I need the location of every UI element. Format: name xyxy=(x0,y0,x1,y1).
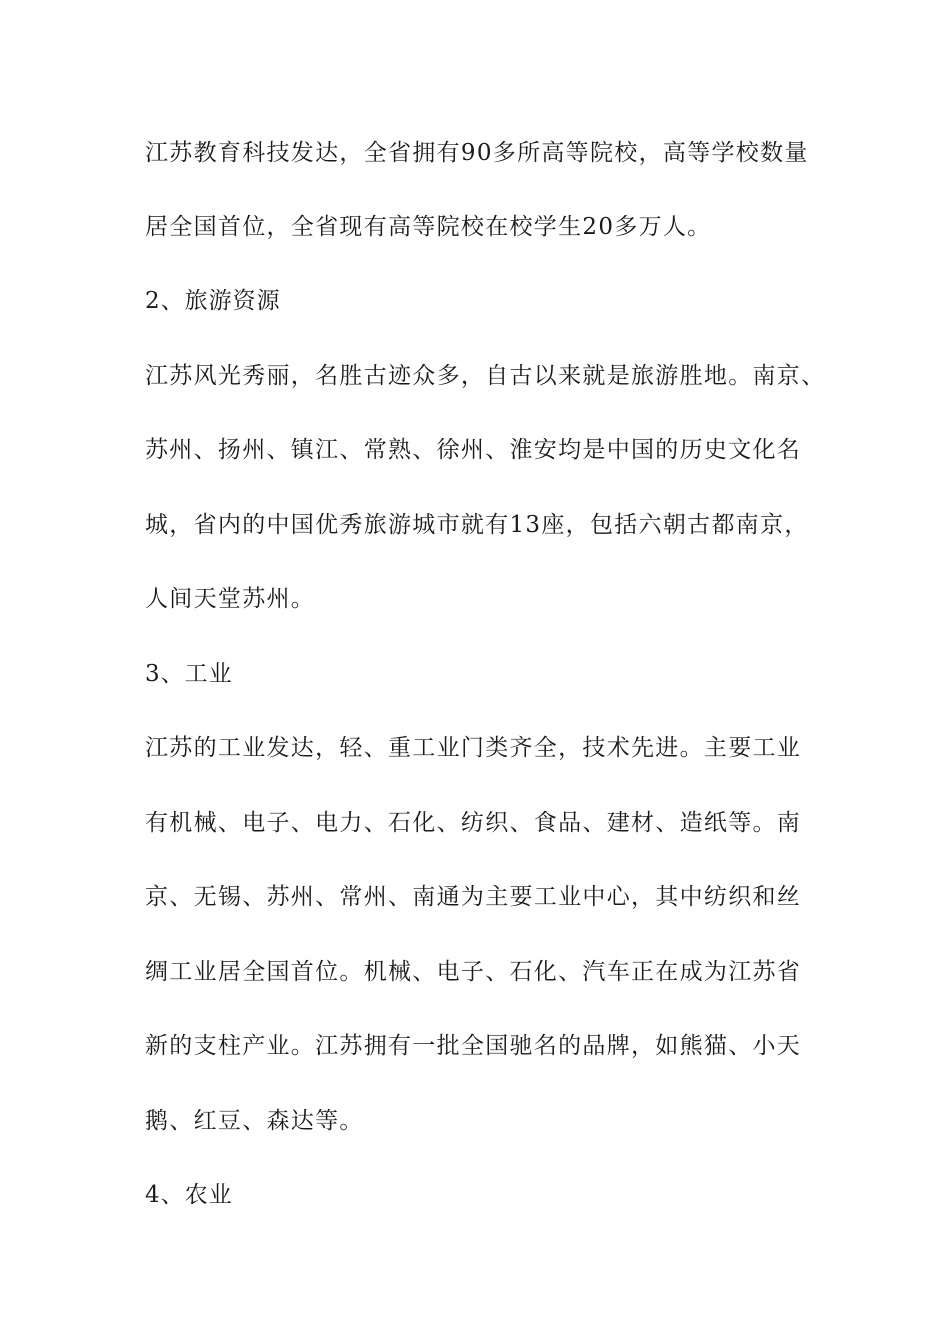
section-heading-industry: 3、工业 xyxy=(145,661,233,687)
body-text-line: 鹅、红豆、森达等。 xyxy=(145,1108,364,1134)
body-text-line: 绸工业居全国首位。机械、电子、石化、汽车正在成为江苏省 xyxy=(145,959,802,985)
body-text-line: 有机械、电子、电力、石化、纺织、食品、建材、造纸等。南 xyxy=(145,810,802,836)
section-heading-agriculture: 4、农业 xyxy=(145,1182,233,1208)
body-text-line: 京、无锡、苏州、常州、南通为主要工业中心，其中纺织和丝 xyxy=(145,884,802,910)
body-text-line: 江苏的工业发达，轻、重工业门类齐全，技术先进。主要工业 xyxy=(145,735,802,761)
body-text-line: 城，省内的中国优秀旅游城市就有13座，包括六朝古都南京， xyxy=(145,512,809,538)
body-text-line: 江苏风光秀丽，名胜古迹众多，自古以来就是旅游胜地。南京、 xyxy=(145,363,826,389)
body-text-line: 人间天堂苏州。 xyxy=(145,586,316,612)
body-text-line: 苏州、扬州、镇江、常熟、徐州、淮安均是中国的历史文化名 xyxy=(145,437,802,463)
body-text-line: 江苏教育科技发达，全省拥有90多所高等院校，高等学校数量 xyxy=(145,140,809,166)
body-text-line: 居全国首位，全省现有高等院校在校学生20多万人。 xyxy=(145,214,712,240)
section-heading-tourism: 2、旅游资源 xyxy=(145,288,281,314)
body-text-line: 新的支柱产业。江苏拥有一批全国驰名的品牌，如熊猫、小天 xyxy=(145,1033,802,1059)
